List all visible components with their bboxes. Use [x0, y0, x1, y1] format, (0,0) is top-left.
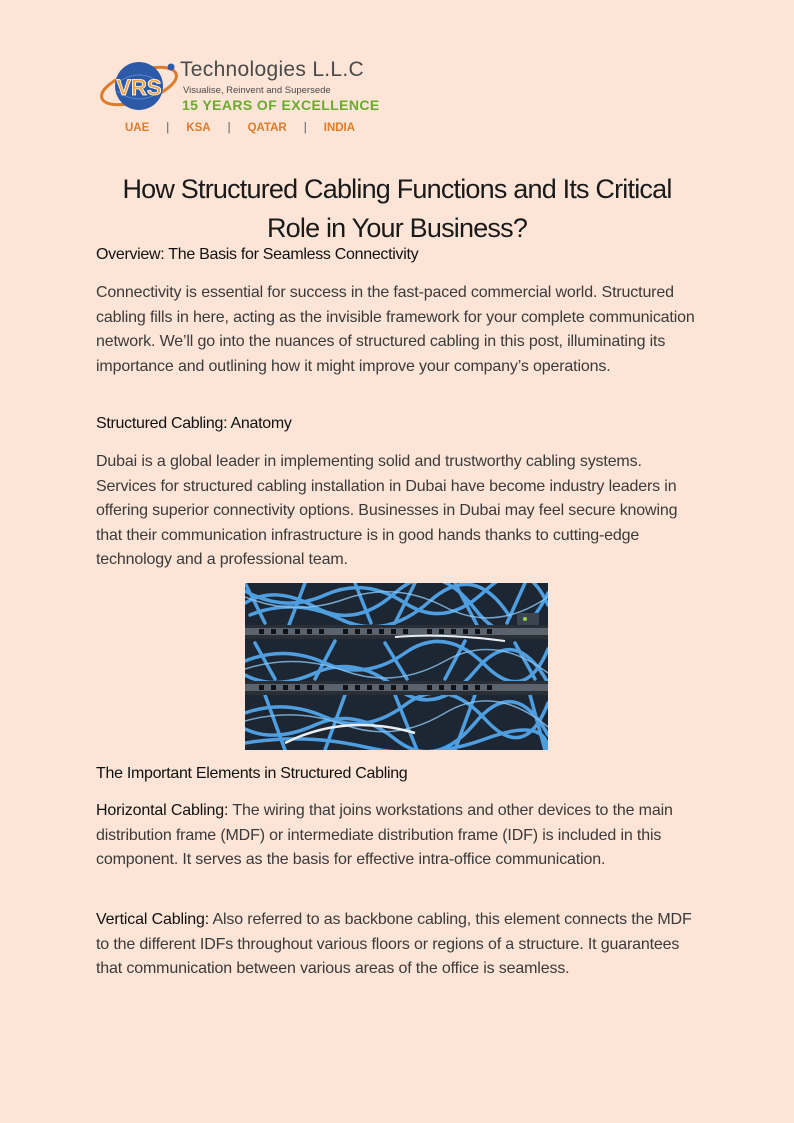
region-india: INDIA [323, 122, 356, 134]
region-ksa: KSA [186, 122, 211, 134]
horizontal-cabling-term: Horizontal Cabling: [96, 802, 229, 819]
region-separator: | [227, 122, 231, 134]
elements-heading: The Important Elements in Structured Cabling [96, 765, 408, 782]
network-cabling-photo [245, 583, 548, 750]
anatomy-heading: Structured Cabling: Anatomy [96, 415, 292, 432]
region-uae: UAE [125, 122, 150, 134]
excellence-badge: 15 YEARS OF EXCELLENCE [182, 97, 380, 113]
anatomy-paragraph: Dubai is a global leader in implementing solid and trustworthy cabling systems. Services for structured cabling installation in Dubai have become industry leaders in offering superior connectivity options. Businesses in Dubai may feel secure knowing that their communication infrastructure is in good hands thanks to cutting-edge technology and a professional team. [96, 453, 678, 569]
vrs-mark: VRS [116, 75, 162, 100]
region-separator: | [303, 122, 307, 134]
horizontal-cabling-paragraph [96, 799, 700, 873]
region-separator: | [166, 122, 170, 134]
company-logo [97, 55, 387, 145]
company-tagline: Visualise, Reinvent and Supersede [183, 85, 331, 96]
page-title: How Structured Cabling Functions and Its Critical Role in Your Business? [122, 174, 672, 243]
vertical-cabling-text: Also referred to as backbone cabling, this element connects the MDF to the different IDFs throughout various floors or regions of a structure. It guarantees that communication between various areas of the office is seamless. [96, 911, 692, 978]
company-name: Technologies L.L.C [180, 58, 365, 81]
overview-paragraph: Connectivity is essential for success in the fast-paced commercial world. Structured cabling fills in here, acting as the invisible framework for your complete communication network. We’ll go into the nuances of structured cabling in this post, illuminating its importance and outlining how it might improve your company’s operations. [96, 284, 695, 375]
vertical-cabling-paragraph [96, 908, 700, 982]
overview-heading: Overview: The Basis for Seamless Connectivity [96, 246, 419, 263]
region-qatar: QATAR [247, 122, 287, 134]
horizontal-cabling-text: The wiring that joins workstations and other devices to the main distribution frame (MDF) or intermediate distribution frame (IDF) is included in this component. It serves as the basis for effective intra-office communication. [96, 802, 673, 869]
region-list [125, 122, 355, 134]
vrs-globe-icon [97, 55, 181, 125]
vertical-cabling-term: Vertical Cabling: [96, 911, 210, 928]
